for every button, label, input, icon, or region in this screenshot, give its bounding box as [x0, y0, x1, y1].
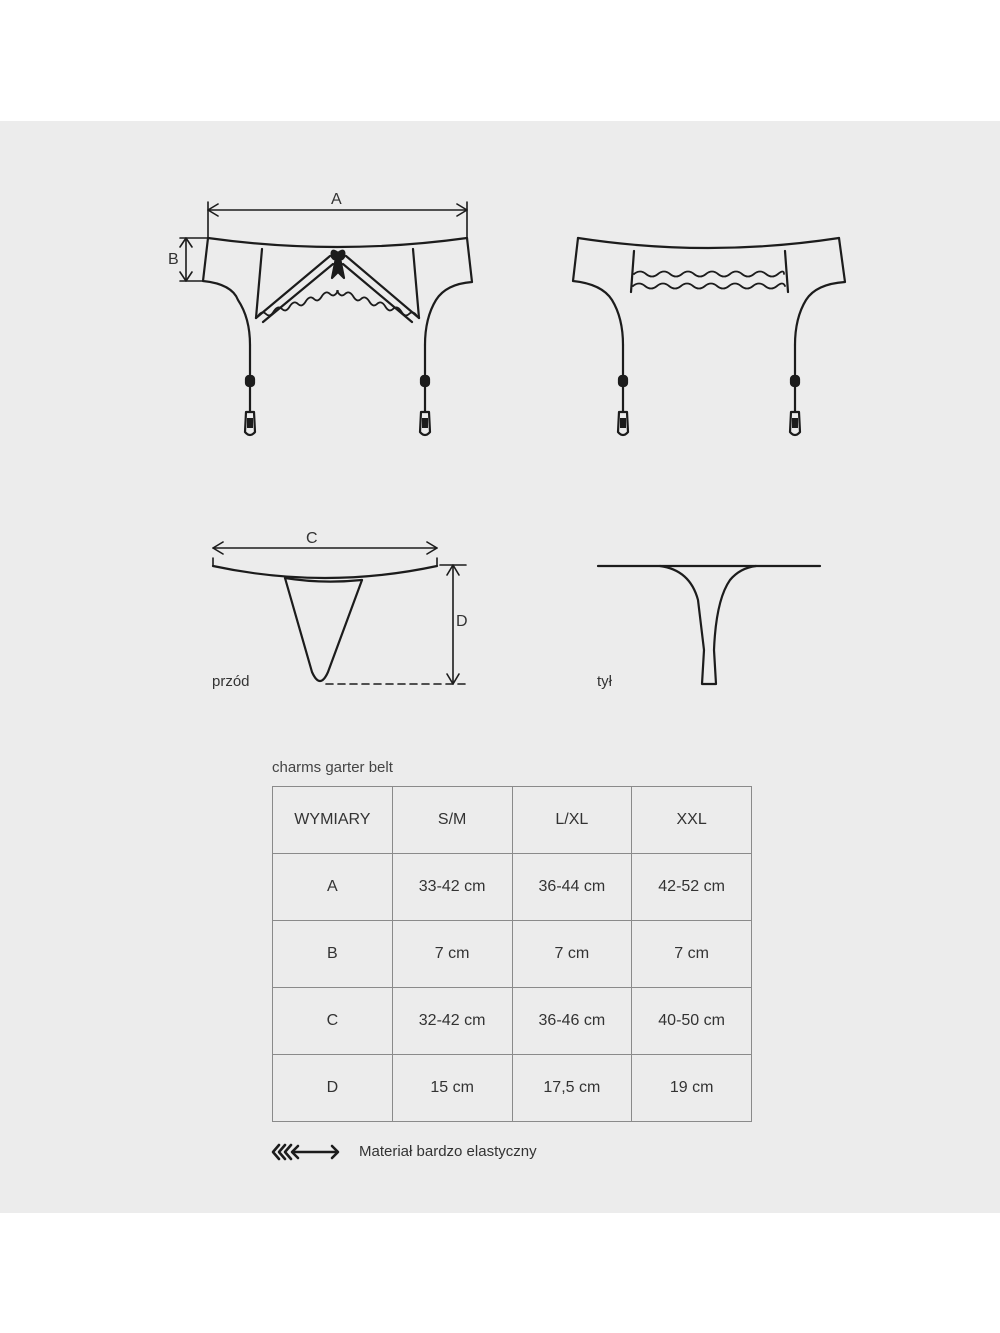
table-cell: 7 cm: [632, 921, 752, 988]
table-cell: 15 cm: [392, 1055, 512, 1122]
table-cell: 19 cm: [632, 1055, 752, 1122]
thong-front-drawing: [213, 558, 437, 681]
table-row: [273, 988, 752, 1055]
table-cell: 40-50 cm: [632, 988, 752, 1055]
thong-back-drawing: [598, 566, 820, 684]
garter-belt-back-drawing: [573, 238, 845, 435]
dimension-label-b: B: [168, 251, 179, 268]
table-header-cell: WYMIARY: [273, 787, 393, 854]
table-cell: 7 cm: [512, 921, 632, 988]
stretch-arrows-icon: [270, 1143, 342, 1161]
table-header-cell: L/XL: [512, 787, 632, 854]
table-cell: 33-42 cm: [392, 854, 512, 921]
table-cell: A: [273, 854, 393, 921]
dimension-label-d: D: [456, 613, 468, 630]
table-title: charms garter belt: [272, 759, 393, 776]
size-table: [272, 786, 752, 1122]
view-label-back: tył: [597, 673, 612, 690]
table-cell: 42-52 cm: [632, 854, 752, 921]
table-cell: D: [273, 1055, 393, 1122]
table-cell: C: [273, 988, 393, 1055]
table-cell: 32-42 cm: [392, 988, 512, 1055]
table-header-row: [273, 787, 752, 854]
table-header-cell: S/M: [392, 787, 512, 854]
dimension-c-arrow: [213, 542, 437, 554]
table-header-cell: XXL: [632, 787, 752, 854]
table-cell: 36-46 cm: [512, 988, 632, 1055]
table-row: [273, 921, 752, 988]
dimension-d-arrow: [326, 565, 466, 684]
table-row: [273, 1055, 752, 1122]
garter-belt-front-drawing: [203, 238, 472, 435]
table-cell: 7 cm: [392, 921, 512, 988]
table-cell: B: [273, 921, 393, 988]
table-cell: 17,5 cm: [512, 1055, 632, 1122]
table-cell: 36-44 cm: [512, 854, 632, 921]
view-label-front: przód: [212, 673, 250, 690]
dimension-label-a: A: [331, 191, 342, 208]
table-row: [273, 854, 752, 921]
dimension-label-c: C: [306, 530, 318, 547]
elastic-material-note: Materiał bardzo elastyczny: [359, 1143, 537, 1160]
